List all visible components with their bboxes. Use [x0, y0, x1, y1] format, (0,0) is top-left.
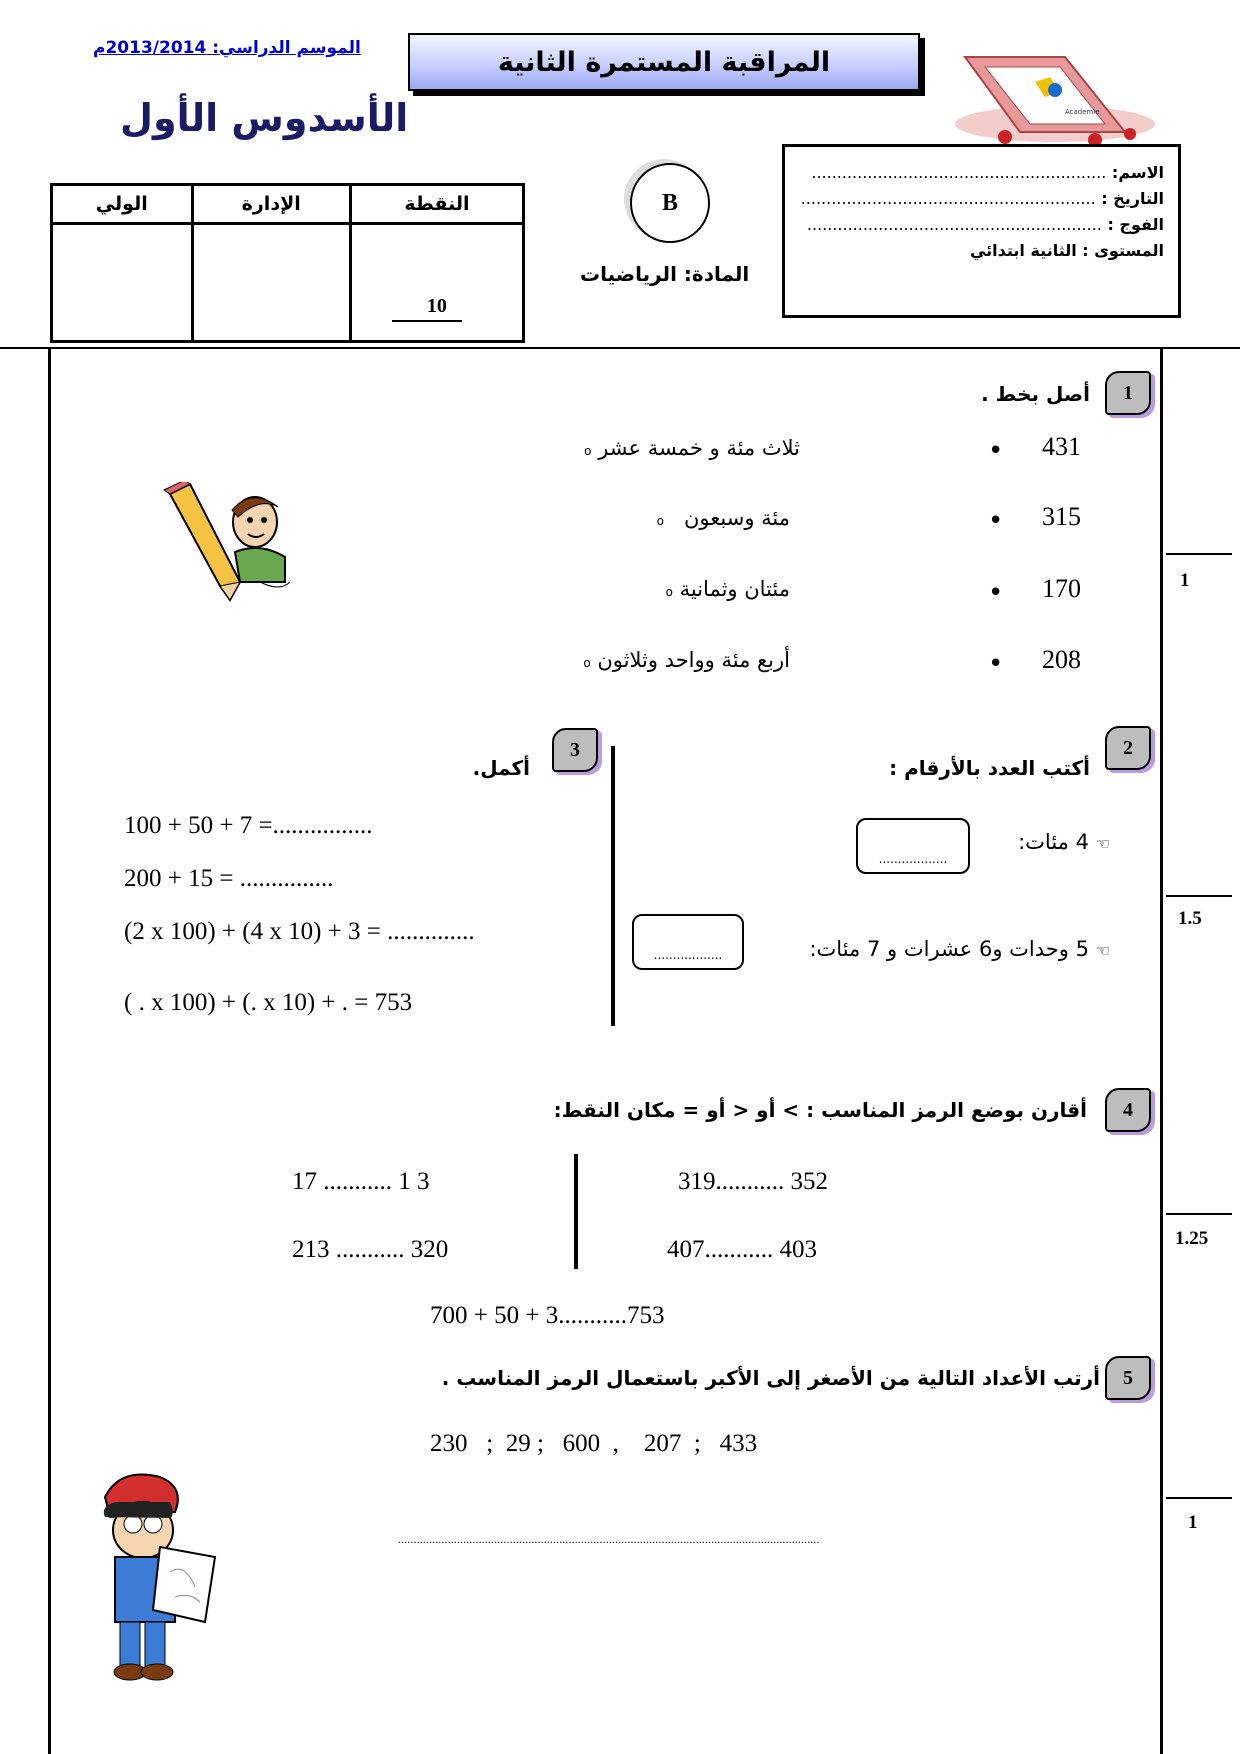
- answer-box-1[interactable]: ..................: [856, 818, 970, 874]
- q3-line[interactable]: 100 + 50 + 7 =................: [124, 812, 373, 839]
- admin-cell[interactable]: [192, 224, 350, 342]
- drawing-boy-illustration: [75, 1462, 220, 1684]
- word-item: o مئة وسبعون: [656, 506, 790, 530]
- pointing-hand-icon: ☜: [1095, 941, 1110, 960]
- score-column-border: [1160, 347, 1163, 1754]
- question-1-title: أصل بخط .: [981, 382, 1090, 406]
- semester-title: الأسدوس الأول: [120, 96, 409, 140]
- q2-item-2: ☜ 5 وحدات و6 عشرات و 7 مئات:: [809, 937, 1110, 961]
- match-dot[interactable]: •: [988, 436, 1004, 466]
- exam-title-banner: [408, 33, 920, 91]
- question-4-title: أقارن بوضع الرمز المناسب : > أو < أو = مكان النقط:: [553, 1098, 1087, 1122]
- compare-divider: [574, 1154, 578, 1269]
- q2-q3-divider: [611, 746, 615, 1026]
- compare-item[interactable]: 319........... 352: [678, 1168, 828, 1195]
- level-line: المستوى : الثانية ابتدائي: [969, 241, 1164, 260]
- score-divider: [1166, 553, 1232, 555]
- pointing-hand-icon: ☜: [1095, 834, 1110, 853]
- match-circle-icon[interactable]: o: [656, 514, 664, 528]
- guardian-cell[interactable]: [52, 224, 193, 342]
- name-line[interactable]: الاسم: ..........................................................: [811, 163, 1164, 182]
- number-item: 170: [1042, 574, 1081, 603]
- grades-table: [50, 183, 525, 343]
- question-2-title: أكتب العدد بالأرقام :: [889, 756, 1090, 780]
- match-dot[interactable]: •: [988, 649, 1004, 679]
- exam-version-badge: B: [630, 163, 710, 243]
- q3-line[interactable]: (2 x 100) + (4 x 10) + 3 = ..............: [124, 918, 475, 945]
- word-item: o أربع مئة وواحد وثلاثون: [583, 648, 790, 672]
- question-1-badge: 1: [1105, 371, 1151, 415]
- question-3-badge: 3: [552, 728, 598, 772]
- score-divider: [1166, 1213, 1232, 1215]
- guardian-header: الولي: [52, 185, 193, 224]
- student-info-box: [782, 144, 1181, 318]
- q5-answer-line[interactable]: ........................................................................................................................................: [398, 1532, 820, 1546]
- number-item: 208: [1042, 645, 1081, 674]
- score-divider: [1166, 895, 1232, 897]
- compare-item[interactable]: 407........... 403: [667, 1236, 817, 1263]
- header-divider: [0, 347, 1240, 349]
- date-line[interactable]: التاريخ : ..........................................................: [800, 189, 1164, 208]
- subject-label: المادة: الرياضيات: [580, 262, 750, 286]
- q2-item-1: ☜ 4 مئات:: [1018, 830, 1110, 854]
- compare-item[interactable]: 213 ........... 320: [292, 1236, 449, 1263]
- match-circle-icon[interactable]: o: [584, 444, 592, 458]
- match-circle-icon[interactable]: o: [665, 585, 673, 599]
- match-dot[interactable]: •: [988, 506, 1004, 536]
- question-4-badge: 4: [1105, 1088, 1151, 1132]
- number-item: 431: [1042, 432, 1081, 461]
- word-item: o ثلاث مئة و خمسة عشر: [584, 436, 800, 460]
- question-3-title: أكمل.: [472, 756, 530, 780]
- school-logo: [945, 42, 1155, 147]
- group-line[interactable]: الفوج : ..........................................................: [806, 215, 1164, 234]
- match-circle-icon[interactable]: o: [583, 656, 591, 670]
- compare-item[interactable]: 700 + 50 + 3...........753: [430, 1302, 665, 1329]
- score-divider: [1166, 1497, 1232, 1499]
- score-q1: 1: [1180, 570, 1190, 591]
- match-dot[interactable]: •: [988, 578, 1004, 608]
- numbers-to-order: 230 ; 29 ; 600 , 207 ; 433: [430, 1430, 758, 1457]
- point-cell[interactable]: [350, 224, 523, 342]
- svg-text:Academie: Academie: [1065, 108, 1100, 116]
- compare-item[interactable]: 17 ........... 1 3: [292, 1168, 430, 1195]
- admin-header: الإدارة: [192, 185, 350, 224]
- school-season: الموسم الدراسي: 2013/2014م: [93, 38, 361, 58]
- total-score: 10: [426, 295, 447, 317]
- question-2-badge: 2: [1105, 726, 1151, 770]
- exam-title: المراقبة المستمرة الثانية: [497, 46, 831, 78]
- question-5-badge: 5: [1105, 1356, 1151, 1400]
- score-q2-q3: 1.5: [1178, 908, 1202, 929]
- q3-line[interactable]: ( . x 100) + (. x 10) + . = 753: [124, 989, 413, 1016]
- number-item: 315: [1042, 502, 1081, 531]
- question-5-title: أرتب الأعداد التالية من الأصغر إلى الأكبر باستعمال الرمز المناسب .: [441, 1366, 1100, 1390]
- left-border: [48, 347, 51, 1754]
- word-item: o مئتان وثمانية: [665, 577, 790, 601]
- point-header: النقطة: [350, 185, 523, 224]
- q3-line[interactable]: 200 + 15 = ...............: [124, 865, 334, 892]
- score-q5: 1: [1188, 1512, 1198, 1533]
- answer-box-2[interactable]: ..................: [632, 914, 744, 970]
- pencil-boy-illustration: [160, 482, 300, 612]
- score-q4: 1.25: [1175, 1228, 1209, 1249]
